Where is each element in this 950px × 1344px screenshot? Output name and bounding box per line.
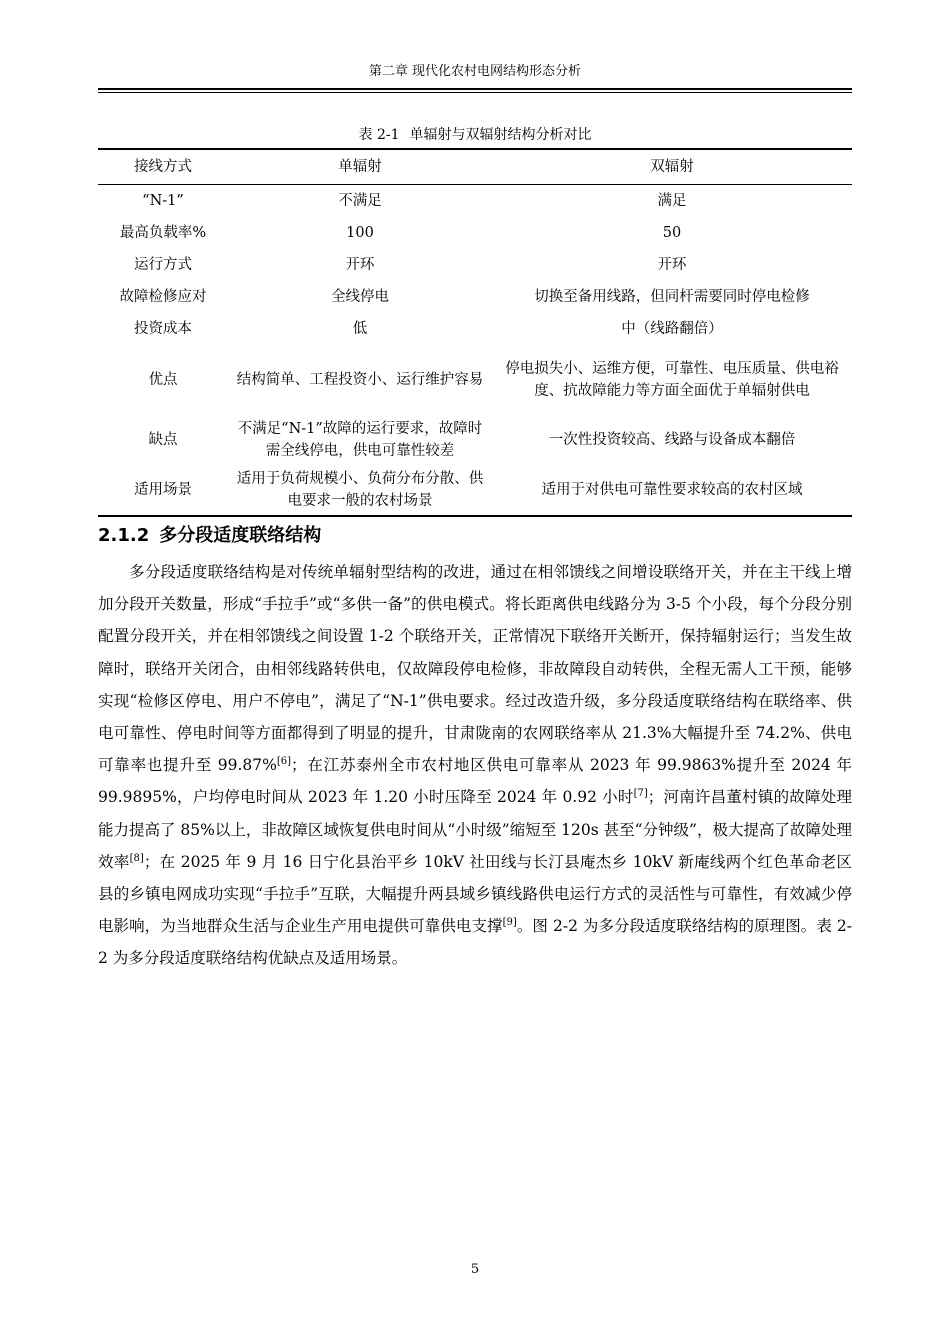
section-title: 多分段适度联络结构 xyxy=(159,525,322,546)
running-header: 第二章 现代化农村电网结构形态分析 xyxy=(368,64,582,79)
table-cell: 全线停电 xyxy=(331,289,389,305)
table-cell: 开环 xyxy=(657,257,687,273)
table-cell: 不满足“N-1”故障的运行要求，故障时需全线停电，供电可靠性较差 xyxy=(237,421,483,459)
table-cell: 适用于对供电可靠性要求较高的农村区域 xyxy=(541,482,803,498)
table-cell: 适用场景 xyxy=(134,482,192,498)
section-heading xyxy=(98,524,321,548)
table-row xyxy=(98,415,852,465)
table-cell: 切换至备用线路，但同杆需要同时停电检修 xyxy=(534,289,810,305)
table-cell: 中（线路翻倍） xyxy=(621,321,723,337)
table-cell: 满足 xyxy=(657,193,687,209)
paragraph-text: ；河南许昌董村镇的故障处理能力提高了 85%以上，非故障区域恢复供电时间从“小时级”缩短至 120s 甚至“分钟级”，极大提高了故障处理效率 xyxy=(98,788,852,871)
body-paragraph xyxy=(98,556,852,975)
table-row xyxy=(98,313,852,345)
table-row xyxy=(98,217,852,249)
table-row xyxy=(98,345,852,415)
table-cell: 投资成本 xyxy=(134,321,192,337)
table-cell: 运行方式 xyxy=(134,257,192,273)
table-row xyxy=(98,281,852,313)
page-number: 5 xyxy=(470,1262,480,1277)
table-cell: 故障检修应对 xyxy=(119,289,207,305)
table-row xyxy=(98,185,852,218)
table-cell: 停电损失小、运维方便，可靠性、电压质量、供电裕度、抗故障能力等方面全面优于单辐射供电 xyxy=(505,361,839,399)
table-cell: 结构简单、工程投资小、运行维护容易 xyxy=(236,372,484,388)
paragraph-text: ；在江苏泰州全市农村地区供电可靠率从 2023 年 99.9863%提升至 2024 年 99.9895%，户均停电时间从 2023 年 1.20 小时压降至 2024 年 0.92 小时 xyxy=(98,756,853,807)
citation-ref[interactable]: [9] xyxy=(502,917,517,929)
table-header-row xyxy=(98,149,852,185)
table-cell: 适用于负荷规模小、负荷分布分散、供电要求一般的农村场景 xyxy=(236,471,484,509)
header-rule xyxy=(98,88,852,90)
table-cell: 100 xyxy=(346,225,374,241)
citation-ref[interactable]: [8] xyxy=(129,852,144,864)
table-cell: 50 xyxy=(662,225,682,241)
citation-ref[interactable]: [7] xyxy=(633,788,648,800)
comparison-table xyxy=(98,148,852,517)
table-cell: 缺点 xyxy=(148,432,178,448)
table-caption-title: 单辐射与双辐射结构分析对比 xyxy=(409,127,592,143)
table-row xyxy=(98,249,852,281)
table-cell: 开环 xyxy=(345,257,375,273)
paragraph-text: ；在 2025 年 9 月 16 日宁化县治平乡 10kV 社田线与长汀县庵杰乡 10kV 新庵线两个红色革命老区县的乡镇电网成功实现“手拉手”互联，大幅提升两县域乡镇线路供电运行方式的灵活性与可靠性，有效减少停电影响，为当地群众生活与企业生产用电提供可靠供电支撑 xyxy=(98,852,852,936)
table-cell: 低 xyxy=(352,321,368,337)
table-cell: 一次性投资较高、线路与设备成本翻倍 xyxy=(548,432,796,448)
column-header: 双辐射 xyxy=(650,159,694,175)
header-rule-thin xyxy=(98,92,852,93)
citation-ref[interactable]: [6] xyxy=(276,756,292,768)
table-row xyxy=(98,465,852,516)
table-caption xyxy=(98,126,852,144)
section-number: 2.1.2 xyxy=(98,525,150,546)
column-header: 单辐射 xyxy=(338,159,382,175)
column-header: 接线方式 xyxy=(134,159,192,175)
table-cell: 最高负载率% xyxy=(119,225,207,241)
table-cell: 优点 xyxy=(148,372,178,388)
table-caption-number: 表 2-1 xyxy=(358,127,400,143)
table-cell: “N-1” xyxy=(142,193,184,209)
paragraph-text: 多分段适度联络结构是对传统单辐射型结构的改进，通过在相邻馈线之间增设联络开关，并在主干线上增加分段开关数量，形成“手拉手”或“多供一备”的供电模式。将长距离供电线路分为 3-5 个小段，每个分段分别配置分段开关，并在相邻馈线之间设置 1-2 个联络开关，正常情况下联络开关断开，保持辐射运行；当发生故障时，联络开关闭合，由相邻线路转供电，仅故障段停电检修，非故障段自动转供，全程无需人工干预，能够实现“检修区停电、用户不停电”，满足了“N-1”供电要求。经过改造升级，多分段适度联络结构在联络率、供电可靠性、停电时间等方面都得到了明显的提升，甘肃陇南的农网联络率从 21.3%大幅提升至 74.2%、供电可靠率也提升至 99.87% xyxy=(98,563,852,775)
table-cell: 不满足 xyxy=(338,193,382,209)
paragraph-text: 。图 2-2 为多分段适度联络结构的原理图。表 2-2 为多分段适度联络结构优缺点及适用场景。 xyxy=(98,917,852,968)
